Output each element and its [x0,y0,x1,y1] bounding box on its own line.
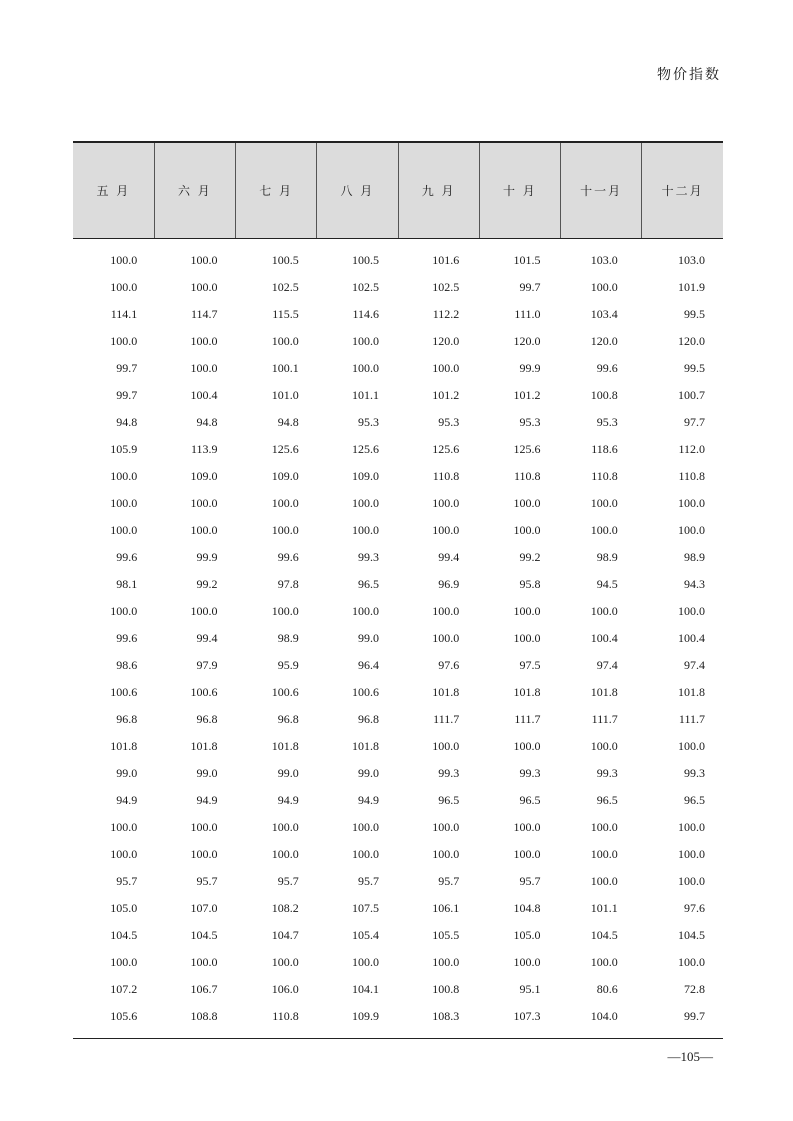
table-cell: 101.2 [513,388,541,402]
table-row [73,706,723,733]
table-cell: 95.7 [358,874,379,888]
table-cell: 105.0 [110,901,138,915]
table-cell: 100.0 [271,820,299,834]
table-cell: 108.8 [190,1009,218,1023]
table-cell: 100.0 [513,955,541,969]
table-cell: 101.5 [513,253,541,267]
table-cell: 99.5 [684,361,705,375]
column-header-august: 八 月 [317,142,398,239]
table-cell: 107.3 [513,1009,541,1023]
table-cell: 101.8 [352,739,379,753]
table-cell: 100.6 [352,685,379,699]
table-cell: 100.0 [271,496,299,510]
table-cell: 100.6 [110,685,138,699]
table-cell: 97.6 [438,658,460,672]
table-cell: 100.8 [432,982,460,996]
table-cell: 109.0 [352,469,379,483]
table-cell: 101.9 [678,280,705,294]
running-header-title: 物价指数 [657,67,721,83]
table-cell: 95.7 [196,874,218,888]
table-cell: 104.0 [590,1009,618,1023]
table-cell: 111.0 [514,307,541,321]
table-cell: 99.6 [116,550,138,564]
table-cell: 104.7 [271,928,299,942]
table-cell: 96.5 [438,793,460,807]
table-cell: 109.9 [352,1009,379,1023]
table-cell: 94.9 [277,793,299,807]
table-cell: 118.6 [591,442,618,456]
table-cell: 96.5 [519,793,541,807]
table-row [73,409,723,436]
table-cell: 101.8 [271,739,299,753]
table-row [73,239,723,275]
table-cell: 100.4 [190,388,218,402]
table-cell: 94.3 [684,577,705,591]
table-cell: 104.5 [678,928,705,942]
table-cell: 109.0 [190,469,218,483]
table-cell: 99.6 [596,361,618,375]
table-cell: 99.2 [519,550,541,564]
table-cell: 100.0 [352,361,379,375]
table-row [73,895,723,922]
table-cell: 100.0 [678,874,705,888]
table-cell: 98.9 [684,550,705,564]
table-cell: 100.0 [590,820,618,834]
table-cell: 98.6 [116,658,138,672]
table-cell: 94.8 [277,415,299,429]
table-row [73,976,723,1003]
table-row [73,382,723,409]
table-cell: 100.0 [110,847,138,861]
table-cell: 99.7 [116,388,138,402]
table-cell: 100.0 [590,955,618,969]
table-cell: 100.0 [590,523,618,537]
table-row [73,355,723,382]
table-cell: 125.6 [513,442,541,456]
table-cell: 96.8 [358,712,379,726]
column-header-december: 十二月 [642,142,723,239]
table-cell: 97.8 [277,577,299,591]
table-cell: 98.1 [116,577,138,591]
table-row [73,301,723,328]
table-row [73,733,723,760]
table-cell: 99.3 [596,766,618,780]
table-cell: 101.8 [590,685,618,699]
table-cell: 100.0 [271,604,299,618]
table-cell: 105.6 [110,1009,138,1023]
table-cell: 95.7 [519,874,541,888]
table-cell: 100.0 [110,469,138,483]
table-cell: 120.0 [432,334,460,348]
table-cell: 100.0 [590,604,618,618]
table-cell: 100.0 [190,847,218,861]
table-cell: 94.9 [196,793,218,807]
table-cell: 97.7 [684,415,705,429]
table-row [73,760,723,787]
table-row [73,787,723,814]
table-row [73,571,723,598]
table-cell: 100.0 [110,496,138,510]
table-cell: 100.0 [110,253,138,267]
table-cell: 100.8 [590,388,618,402]
table-cell: 96.4 [358,658,379,672]
table-cell: 99.6 [116,631,138,645]
table-cell: 100.0 [271,955,299,969]
table-cell: 103.0 [678,253,705,267]
table-cell: 99.3 [684,766,705,780]
page-number: —105— [667,1049,713,1064]
table-row [73,274,723,301]
table-cell: 97.4 [596,658,618,672]
table-cell: 110.8 [432,469,460,483]
table-cell: 101.8 [432,685,460,699]
table-header-row [73,142,723,239]
table-cell: 100.0 [190,280,218,294]
table-cell: 99.0 [358,631,379,645]
table-cell: 101.2 [432,388,460,402]
table-cell: 95.3 [438,415,460,429]
table-cell: 97.4 [684,658,705,672]
table-cell: 95.7 [438,874,460,888]
table-cell: 100.0 [190,955,218,969]
table-cell: 114.1 [110,307,138,321]
table-cell: 95.3 [519,415,541,429]
table-cell: 100.6 [190,685,218,699]
table-cell: 100.5 [271,253,299,267]
table-row [73,949,723,976]
table-cell: 100.0 [678,847,705,861]
table-cell: 97.5 [519,658,541,672]
table-row [73,625,723,652]
table-cell: 100.0 [352,604,379,618]
table-cell: 125.6 [271,442,299,456]
table-cell: 111.7 [591,712,618,726]
table-cell: 100.5 [352,253,379,267]
table-cell: 111.7 [433,712,460,726]
table-cell: 95.7 [116,874,138,888]
table-cell: 110.8 [678,469,705,483]
table-cell: 107.2 [110,982,138,996]
table-cell: 100.0 [352,955,379,969]
table-cell: 95.3 [358,415,379,429]
table-cell: 113.9 [190,442,218,456]
table-cell: 110.8 [272,1009,299,1023]
table-cell: 99.7 [684,1009,705,1023]
table-cell: 100.0 [432,847,460,861]
table-cell: 100.0 [590,739,618,753]
table-cell: 100.0 [513,496,541,510]
table-cell: 100.6 [271,685,299,699]
table-cell: 106.1 [432,901,460,915]
table-cell: 100.0 [190,604,218,618]
table-cell: 100.0 [110,280,138,294]
table-cell: 96.8 [196,712,218,726]
table-row [73,841,723,868]
table-cell: 99.9 [519,361,541,375]
table-cell: 104.8 [513,901,541,915]
table-cell: 103.4 [590,307,618,321]
table-row [73,490,723,517]
table-cell: 100.0 [110,523,138,537]
table-cell: 100.0 [190,820,218,834]
table-cell: 112.2 [432,307,460,321]
table-cell: 102.5 [271,280,299,294]
table-cell: 111.7 [514,712,541,726]
table-cell: 104.1 [352,982,379,996]
table-cell: 101.8 [110,739,138,753]
table-cell: 95.7 [277,874,299,888]
table-cell: 115.5 [272,307,299,321]
table-cell: 103.0 [590,253,618,267]
table-cell: 101.8 [513,685,541,699]
table-cell: 80.6 [596,982,618,996]
table-cell: 100.0 [271,847,299,861]
table-cell: 96.8 [116,712,138,726]
table-cell: 96.5 [358,577,379,591]
table-cell: 101.8 [678,685,705,699]
table-cell: 100.1 [271,361,299,375]
table-cell: 100.0 [432,631,460,645]
table-cell: 100.0 [590,847,618,861]
table-cell: 114.6 [352,307,379,321]
table-cell: 100.0 [190,496,218,510]
table-cell: 94.8 [116,415,138,429]
table-cell: 114.7 [190,307,218,321]
table-cell: 100.4 [678,631,705,645]
table-cell: 95.9 [277,658,299,672]
table-cell: 100.0 [590,280,618,294]
table-cell: 98.9 [596,550,618,564]
table-cell: 100.0 [190,253,218,267]
table-cell: 100.0 [513,739,541,753]
table-row [73,814,723,841]
table-cell: 72.8 [684,982,705,996]
table-cell: 101.1 [352,388,379,402]
table-cell: 107.5 [352,901,379,915]
table-cell: 100.0 [110,334,138,348]
table-cell: 109.0 [271,469,299,483]
table-cell: 96.8 [277,712,299,726]
table-cell: 95.8 [519,577,541,591]
table-cell: 99.0 [358,766,379,780]
table-cell: 100.0 [110,820,138,834]
table-cell: 96.9 [438,577,460,591]
column-header-july: 七 月 [236,142,317,239]
table-cell: 99.3 [438,766,460,780]
table-cell: 100.0 [590,496,618,510]
table-cell: 104.5 [190,928,218,942]
table-row [73,1003,723,1030]
table-cell: 97.6 [684,901,705,915]
table-cell: 100.0 [352,523,379,537]
table-cell: 99.3 [519,766,541,780]
table-cell: 100.0 [590,874,618,888]
table-cell: 105.9 [110,442,138,456]
table-cell: 110.8 [513,469,541,483]
price-index-table-container [73,141,723,1030]
table-row [73,436,723,463]
column-header-september: 九 月 [398,142,479,239]
table-cell: 94.5 [596,577,618,591]
table-cell: 100.0 [513,631,541,645]
table-row [73,463,723,490]
table-cell: 110.8 [591,469,618,483]
table-cell: 105.4 [352,928,379,942]
table-cell: 99.9 [196,550,218,564]
table-cell: 100.0 [678,496,705,510]
table-cell: 96.5 [684,793,705,807]
table-cell: 99.7 [519,280,541,294]
table-cell: 125.6 [352,442,379,456]
table-cell: 100.0 [271,523,299,537]
table-cell: 100.7 [678,388,705,402]
table-cell: 99.5 [684,307,705,321]
table-cell: 99.0 [277,766,299,780]
table-cell: 99.0 [116,766,138,780]
table-cell: 100.0 [432,820,460,834]
table-cell: 100.0 [513,523,541,537]
table-cell: 100.0 [352,820,379,834]
table-row [73,679,723,706]
table-cell: 100.0 [513,847,541,861]
table-cell: 99.7 [116,361,138,375]
table-cell: 107.0 [190,901,218,915]
column-header-june: 六 月 [154,142,235,239]
table-cell: 99.2 [196,577,218,591]
column-header-november: 十一月 [561,142,642,239]
table-cell: 101.0 [271,388,299,402]
table-cell: 108.3 [432,1009,460,1023]
table-cell: 120.0 [678,334,705,348]
table-body [73,239,723,1031]
column-header-may: 五 月 [73,142,154,239]
table-row [73,517,723,544]
table-cell: 100.0 [432,604,460,618]
table-cell: 99.4 [438,550,460,564]
table-cell: 112.0 [678,442,705,456]
table-cell: 101.8 [190,739,218,753]
table-row [73,598,723,625]
table-cell: 104.5 [110,928,138,942]
table-cell: 100.0 [678,739,705,753]
table-cell: 120.0 [513,334,541,348]
table-cell: 100.0 [110,955,138,969]
table-cell: 94.9 [358,793,379,807]
table-cell: 120.0 [590,334,618,348]
table-cell: 99.3 [358,550,379,564]
table-cell: 100.0 [190,334,218,348]
table-cell: 100.0 [432,523,460,537]
table-cell: 100.4 [590,631,618,645]
table-cell: 108.2 [271,901,299,915]
table-cell: 94.9 [116,793,138,807]
table-row [73,868,723,895]
table-row [73,922,723,949]
table-cell: 100.0 [432,496,460,510]
table-cell: 99.4 [196,631,218,645]
column-header-october: 十 月 [479,142,560,239]
table-cell: 94.8 [196,415,218,429]
table-cell: 97.9 [196,658,218,672]
table-cell: 95.3 [596,415,618,429]
table-cell: 105.0 [513,928,541,942]
table-cell: 95.1 [519,982,541,996]
table-row [73,328,723,355]
table-cell: 100.0 [678,820,705,834]
table-cell: 99.6 [277,550,299,564]
table-cell: 96.5 [596,793,618,807]
table-cell: 106.0 [271,982,299,996]
table-cell: 111.7 [678,712,705,726]
table-cell: 100.0 [678,523,705,537]
table-cell: 100.0 [432,361,460,375]
table-cell: 102.5 [432,280,460,294]
table-cell: 100.0 [352,496,379,510]
table-cell: 100.0 [432,955,460,969]
table-cell: 125.6 [432,442,460,456]
table-row [73,652,723,679]
table-cell: 100.0 [352,334,379,348]
table-cell: 99.0 [196,766,218,780]
table-cell: 100.0 [110,604,138,618]
table-cell: 106.7 [190,982,218,996]
table-cell: 100.0 [190,523,218,537]
table-cell: 101.6 [432,253,460,267]
table-cell: 98.9 [277,631,299,645]
table-cell: 100.0 [190,361,218,375]
table-cell: 100.0 [678,955,705,969]
table-cell: 100.0 [271,334,299,348]
table-row [73,544,723,571]
table-cell: 100.0 [513,820,541,834]
table-cell: 100.0 [352,847,379,861]
table-cell: 100.0 [678,604,705,618]
table-cell: 100.0 [513,604,541,618]
table-cell: 100.0 [432,739,460,753]
table-cell: 104.5 [590,928,618,942]
table-cell: 101.1 [590,901,618,915]
bottom-rule [73,1038,723,1039]
price-index-table [73,141,723,1030]
table-cell: 105.5 [432,928,460,942]
table-cell: 102.5 [352,280,379,294]
